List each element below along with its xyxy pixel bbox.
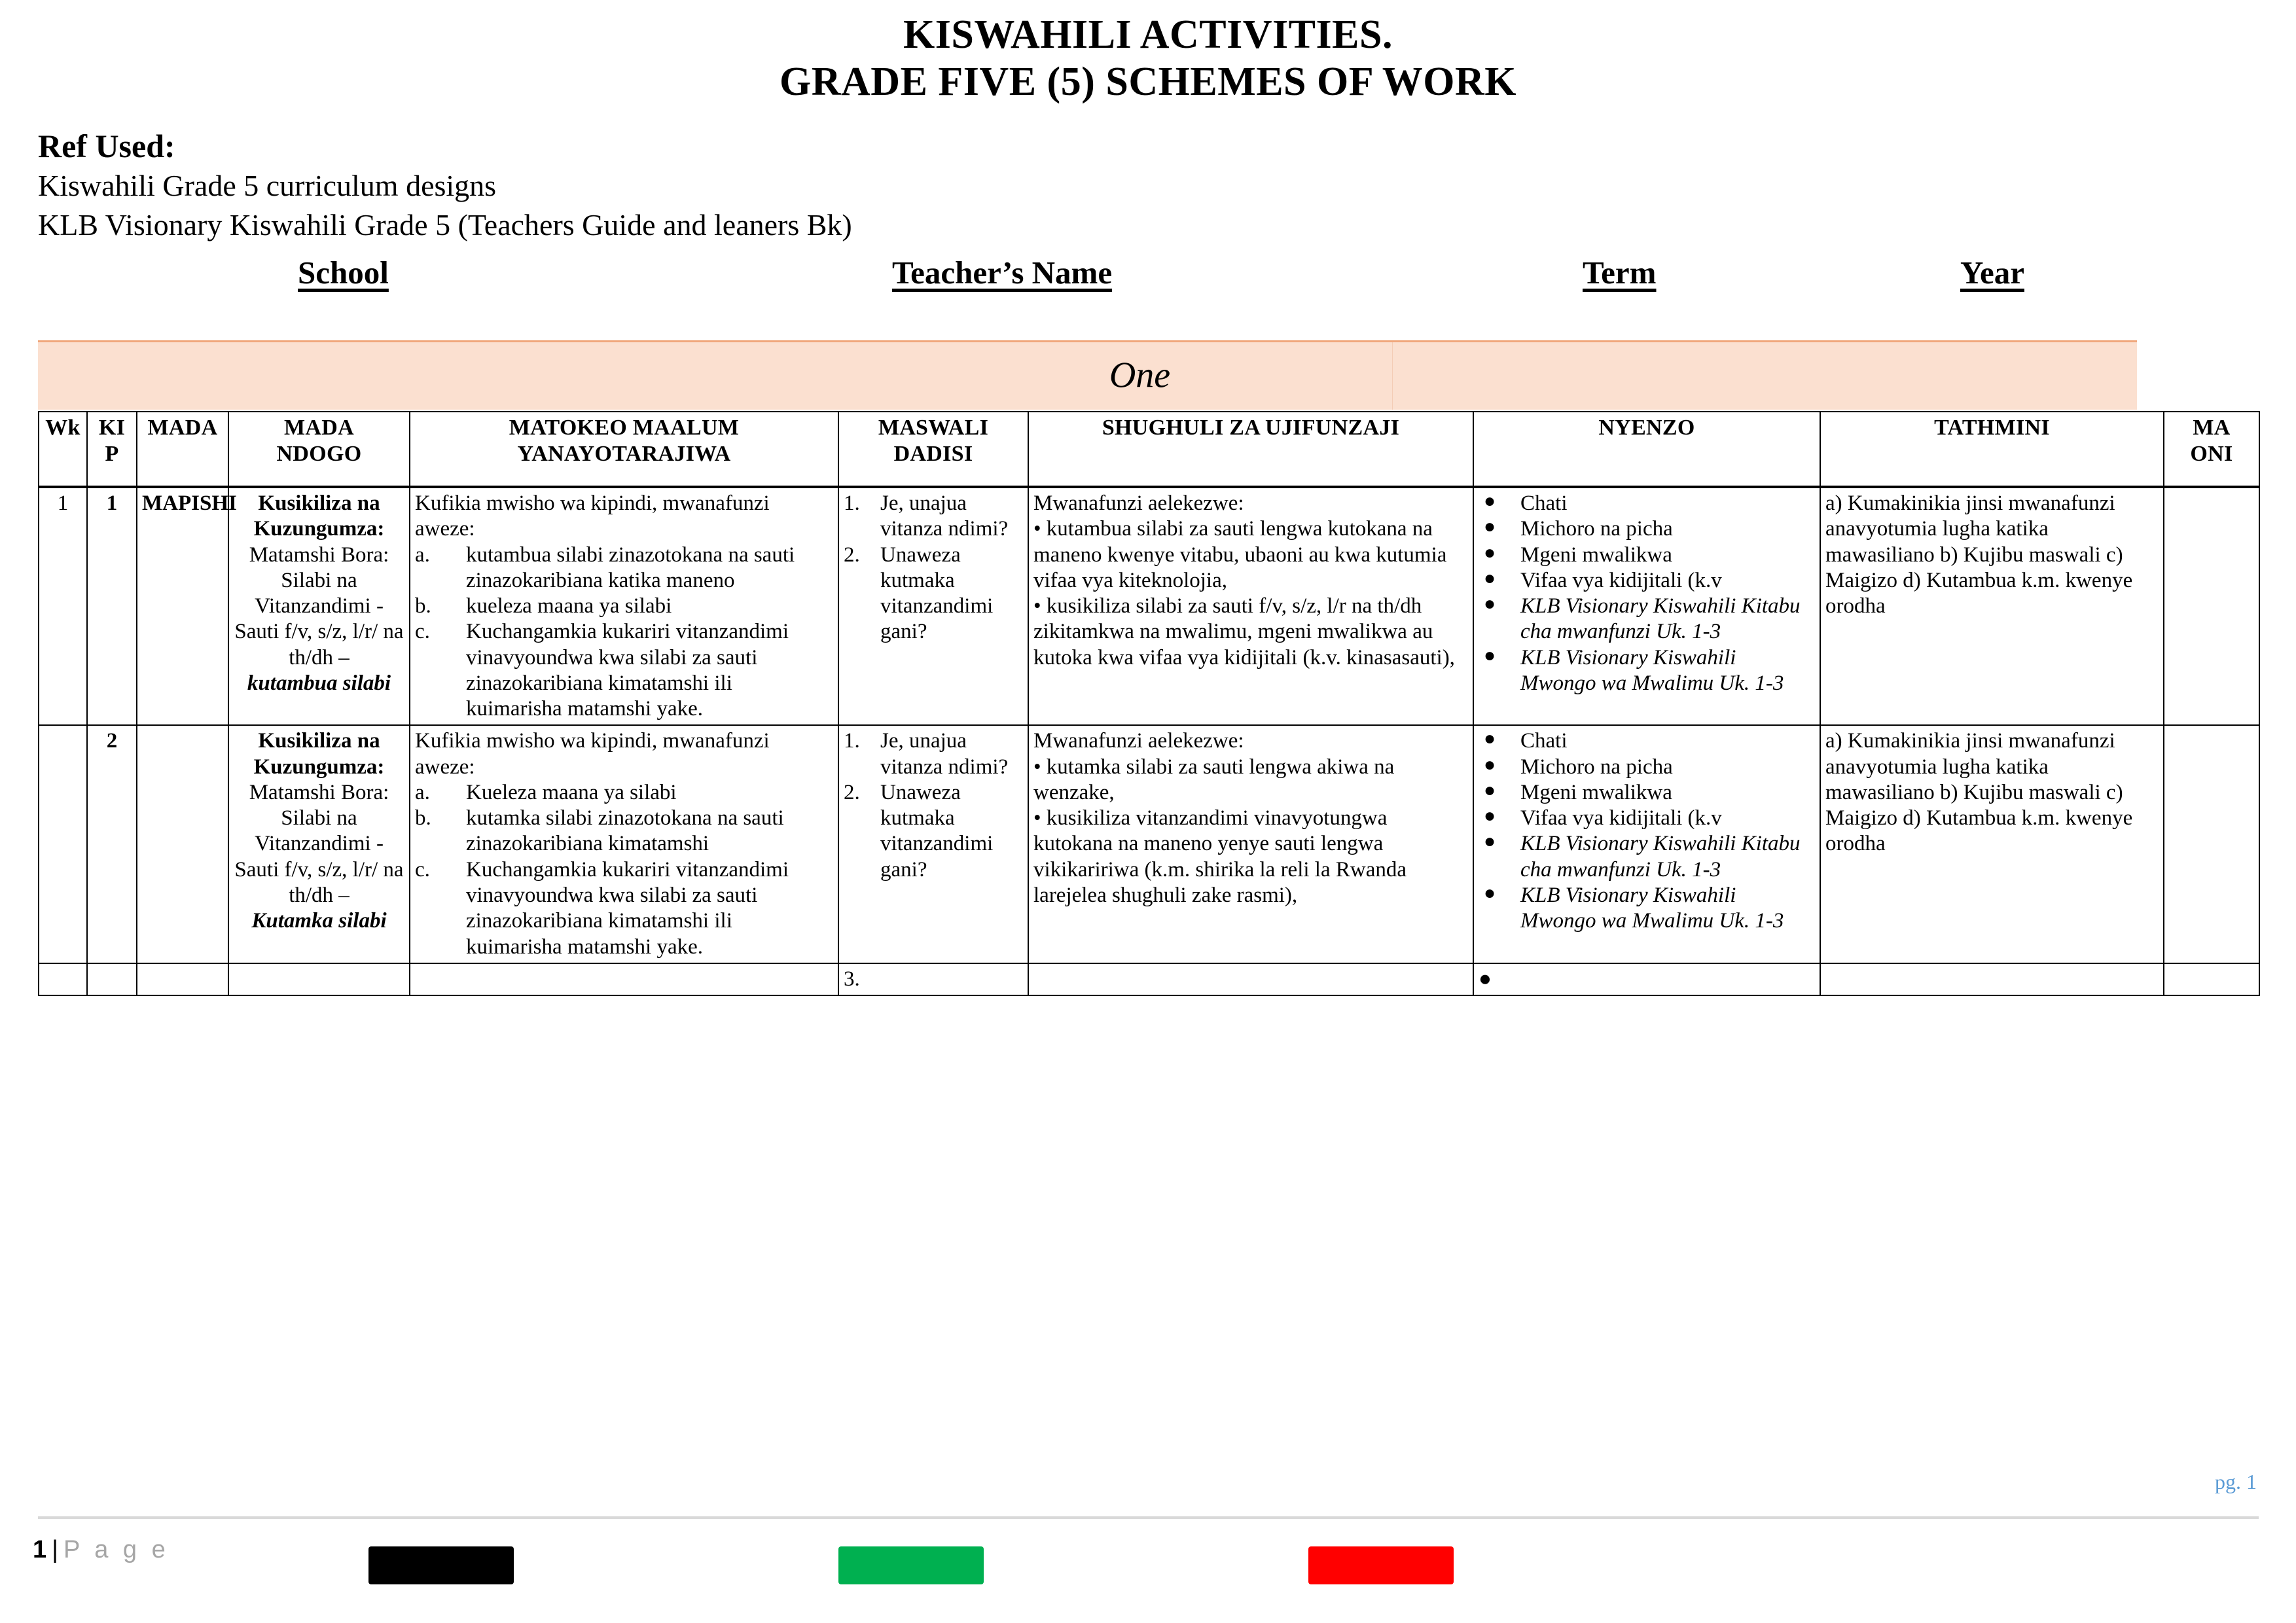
nyenzo-list	[1479, 728, 1815, 934]
list-item: ● Vifaa vya kidijitali (k.v	[1484, 567, 1722, 592]
cell-maoni	[2164, 487, 2259, 725]
maswali-list	[844, 491, 1023, 645]
matokeo-lead: Kufikia mwisho wa kipindi, mwanafunzi aweze:	[415, 491, 770, 541]
bullet-icon: ●	[1484, 779, 1496, 801]
col-header-tathmini	[1820, 412, 2164, 487]
cell-maswali: 3.	[838, 963, 1028, 995]
list-marker: 2.	[844, 543, 860, 567]
bullet-icon: ●	[1484, 805, 1496, 827]
col-header-mada-ndogo	[228, 412, 410, 487]
col-header-mada	[137, 412, 228, 487]
mada-ndogo-emphasis: Kutamka silabi	[251, 909, 387, 933]
cell-maswali	[838, 725, 1028, 963]
title-line-1: KISWAHILI ACTIVITIES.	[903, 12, 1393, 57]
col-header-kip-line1: KI	[98, 416, 126, 440]
list-item: a. Kueleza maana ya silabi	[415, 780, 833, 806]
list-item: ● Mgeni mwalikwa	[1484, 779, 1672, 804]
matokeo-lead: Kufikia mwisho wa kipindi, mwanafunzi aweze:	[415, 729, 770, 779]
col-header-nyenzo	[1473, 412, 1820, 487]
table-row-partial	[39, 963, 2259, 995]
cell-wk: 1	[39, 487, 87, 725]
footer-separator: |	[52, 1536, 59, 1563]
page-title	[0, 0, 2296, 106]
bullet-icon: ●	[1479, 967, 1492, 991]
term-label: Term	[1583, 254, 1657, 291]
table-row	[39, 487, 2259, 725]
mada-ndogo-heading: Kusikiliza na Kuzungumza:	[253, 729, 385, 779]
pg-label: pg. 1	[2215, 1470, 2257, 1493]
list-item: c. Kuchangamkia kukariri vitanzandimi vinavyoundwa kwa silabi za sauti zinazokaribiana kimatamshi ili kuimarisha matamshi yake.	[415, 620, 789, 721]
shughuli-lead: Mwanafunzi aelekezwe:	[1033, 729, 1244, 753]
nyenzo-list	[1479, 491, 1815, 696]
cell-mada-ndogo	[228, 725, 410, 963]
cell-mada	[137, 725, 228, 963]
list-item: 1. Je, unajua vitanza ndimi?	[844, 491, 1009, 541]
bullet-icon: ●	[1484, 753, 1496, 776]
table-header-row	[39, 412, 2259, 487]
footer-page-number: 1	[33, 1536, 47, 1563]
red-swatch	[1308, 1546, 1454, 1584]
field-value-band[interactable]	[38, 340, 2137, 410]
black-swatch	[368, 1546, 514, 1584]
school-label: School	[298, 254, 389, 291]
list-item: ● KLB Visionary Kiswahili Kitabu cha mwanfunzi Uk. 1-3	[1484, 593, 1801, 644]
col-header-matokeo	[410, 412, 838, 487]
bullet-icon: ●	[1484, 516, 1496, 538]
mada-ndogo-heading: Kusikiliza na Kuzungumza:	[253, 491, 385, 541]
list-marker: b.	[415, 594, 431, 618]
term-value[interactable]: One	[1109, 355, 1171, 396]
cell-nyenzo	[1473, 725, 1820, 963]
list-item: ● KLB Visionary Kiswahili Kitabu cha mwanfunzi Uk. 1-3	[1484, 830, 1801, 882]
cell-kip: 1	[87, 487, 137, 725]
cell-maswali	[838, 487, 1028, 725]
shughuli-bullet: • kutamka silabi za sauti lengwa akiwa na wenzake,	[1033, 755, 1395, 804]
list-item: a. kutambua silabi zinazotokana na sauti zinazokaribiana katika maneno	[415, 543, 795, 592]
shughuli-lead: Mwanafunzi aelekezwe:	[1033, 491, 1244, 515]
list-item: 2. Unaweza kutmaka vitanzandimi gani?	[844, 543, 994, 644]
col-header-nyenzo-text: NYENZO	[1598, 416, 1695, 440]
table-body	[39, 487, 2259, 995]
cell-wk	[39, 725, 87, 963]
list-marker: 2.	[844, 780, 860, 804]
cell-tathmini: a) Kumakinikia jinsi mwanafunzi anavyotumia lugha katika mawasiliano b) Kujibu maswali c) Maigizo d) Kutambua k.m. kwenye orodha	[1820, 725, 2164, 963]
list-item: 2. Unaweza kutmaka vitanzandimi gani?	[844, 780, 994, 882]
cell-maoni	[2164, 963, 2259, 995]
list-item: ● Michoro na picha	[1484, 516, 1673, 541]
footer-page-word: P a g e	[63, 1536, 170, 1563]
schemes-of-work-table	[38, 411, 2260, 996]
col-header-shughuli	[1028, 412, 1473, 487]
cell-matokeo	[410, 963, 838, 995]
matokeo-list	[415, 543, 833, 722]
cell-kip	[87, 963, 137, 995]
bullet-icon: ●	[1484, 593, 1496, 615]
col-header-wk-text: Wk	[45, 416, 81, 440]
cell-mada-ndogo	[228, 487, 410, 725]
green-swatch	[838, 1546, 984, 1584]
bullet-icon: ●	[1484, 644, 1496, 666]
cell-mada: MAPISHI	[137, 487, 228, 725]
col-header-wk	[39, 412, 87, 487]
reference-block	[0, 126, 2296, 245]
year-label: Year	[1960, 254, 2024, 291]
shughuli-bullet: • kutambua silabi za sauti lengwa kutokana na maneno kwenye vitabu, ubaoni au kwa kutumia vifaa vya kiteknolojia,	[1033, 517, 1447, 592]
cell-shughuli	[1028, 725, 1473, 963]
footer-page-indicator	[33, 1536, 170, 1564]
list-item: b. kutamka silabi zinazotokana na sauti zinazokaribiana kimatamshi	[415, 806, 784, 856]
bullet-icon: ●	[1484, 541, 1496, 563]
cell-tathmini	[1820, 963, 2164, 995]
col-header-shughuli-text: SHUGHULI ZA UJIFUNZAJI	[1102, 416, 1400, 440]
shughuli-bullet: • kusikiliza silabi za sauti f/v, s/z, l/r na th/dh zikitamkwa na mwalimu, mgeni mwalikwa au kutoka kwa vifaa vya kidijitali (k.v. kinasasauti),	[1033, 594, 1455, 669]
list-item: ● Chati	[1484, 490, 1568, 515]
bullet-icon: ●	[1484, 882, 1496, 904]
list-item: ● Vifaa vya kidijitali (k.v	[1484, 805, 1722, 830]
bullet-icon: ●	[1484, 567, 1496, 589]
bullet-icon: ●	[1484, 830, 1496, 853]
col-header-ndogo-line2: NDOGO	[276, 442, 362, 467]
col-header-ndogo-line1: MADA	[284, 416, 354, 440]
list-marker: a.	[415, 780, 430, 804]
list-marker: a.	[415, 543, 430, 567]
col-header-mada-text: MADA	[147, 416, 218, 440]
cell-mada-ndogo	[228, 963, 410, 995]
list-item: ● Mgeni mwalikwa	[1484, 541, 1672, 567]
list-item: c. Kuchangamkia kukariri vitanzandimi vinavyoundwa kwa silabi za sauti zinazokaribiana kimatamshi ili kuimarisha matamshi yake.	[415, 857, 789, 959]
cell-shughuli	[1028, 487, 1473, 725]
maswali-list	[844, 728, 1023, 883]
col-header-maswali	[838, 412, 1028, 487]
list-marker: c.	[415, 620, 430, 644]
field-label-row	[0, 254, 2296, 300]
col-header-matokeo-line2: YANAYOTARAJIWA	[517, 442, 731, 467]
table-row	[39, 725, 2259, 963]
list-item: ● Michoro na picha	[1484, 753, 1673, 779]
list-marker: 1.	[844, 729, 860, 753]
cell-shughuli	[1028, 963, 1473, 995]
list-marker: b.	[415, 806, 431, 830]
list-item: 1. Je, unajua vitanza ndimi?	[844, 729, 1009, 779]
col-header-maoni-line2: ONI	[2190, 442, 2233, 467]
cell-matokeo	[410, 725, 838, 963]
mada-ndogo-body: Matamshi Bora: Silabi na Vitanzandimi -Sauti f/v, s/z, l/r/ na th/dh –	[234, 780, 404, 907]
col-header-matokeo-line1: MATOKEO MAALUM	[509, 416, 740, 440]
col-header-kip	[87, 412, 137, 487]
cell-nyenzo	[1473, 963, 1820, 995]
col-header-maoni	[2164, 412, 2259, 487]
cell-tathmini: a) Kumakinikia jinsi mwanafunzi anavyotumia lugha katika mawasiliano b) Kujibu maswali c) Maigizo d) Kutambua k.m. kwenye orodha	[1820, 487, 2164, 725]
cell-wk	[39, 963, 87, 995]
col-header-kip-line2: P	[105, 442, 119, 467]
cell-nyenzo	[1473, 487, 1820, 725]
footer-divider	[38, 1516, 2259, 1519]
list-item: b. kueleza maana ya silabi	[415, 594, 833, 619]
shughuli-bullet: • kusikiliza vitanzandimi vinavyotungwa kutokana na maneno yenye sauti lengwa vikikaririwa (k.m. shirika la reli la Rwanda larejelea shughuli zake rasmi),	[1033, 806, 1407, 907]
list-marker: 1.	[844, 491, 860, 515]
list-item: ● KLB Visionary Kiswahili Mwongo wa Mwalimu Uk. 1-3	[1484, 644, 1784, 695]
list-item: ● Chati	[1484, 728, 1568, 753]
list-item: ● KLB Visionary Kiswahili Mwongo wa Mwalimu Uk. 1-3	[1484, 882, 1784, 933]
col-header-maswali-line1: MASWALI	[878, 416, 989, 440]
cell-matokeo	[410, 487, 838, 725]
col-header-tathmini-text: TATHMINI	[1934, 416, 2050, 440]
bullet-icon: ●	[1484, 728, 1496, 750]
teacher-label: Teacher’s Name	[892, 254, 1113, 291]
cell-kip: 2	[87, 725, 137, 963]
ref-line-2: KLB Visionary Kiswahili Grade 5 (Teachers Guide and leaners Bk)	[38, 208, 852, 242]
footer	[0, 1528, 2296, 1600]
mada-ndogo-body: Matamshi Bora: Silabi na Vitanzandimi -Sauti f/v, s/z, l/r/ na th/dh –	[234, 543, 404, 669]
ref-line-1: Kiswahili Grade 5 curriculum designs	[38, 169, 497, 203]
matokeo-list	[415, 780, 833, 960]
list-marker: c.	[415, 857, 430, 882]
title-line-2: GRADE FIVE (5) SCHEMES OF WORK	[780, 59, 1516, 104]
mada-ndogo-emphasis: kutambua silabi	[247, 671, 391, 695]
col-header-maswali-line2: DADISI	[893, 442, 973, 467]
ref-used-label: Ref Used:	[38, 127, 175, 164]
col-header-maoni-line1: MA	[2193, 416, 2231, 440]
cell-mada	[137, 963, 228, 995]
cell-maoni	[2164, 725, 2259, 963]
bullet-icon: ●	[1484, 490, 1496, 512]
